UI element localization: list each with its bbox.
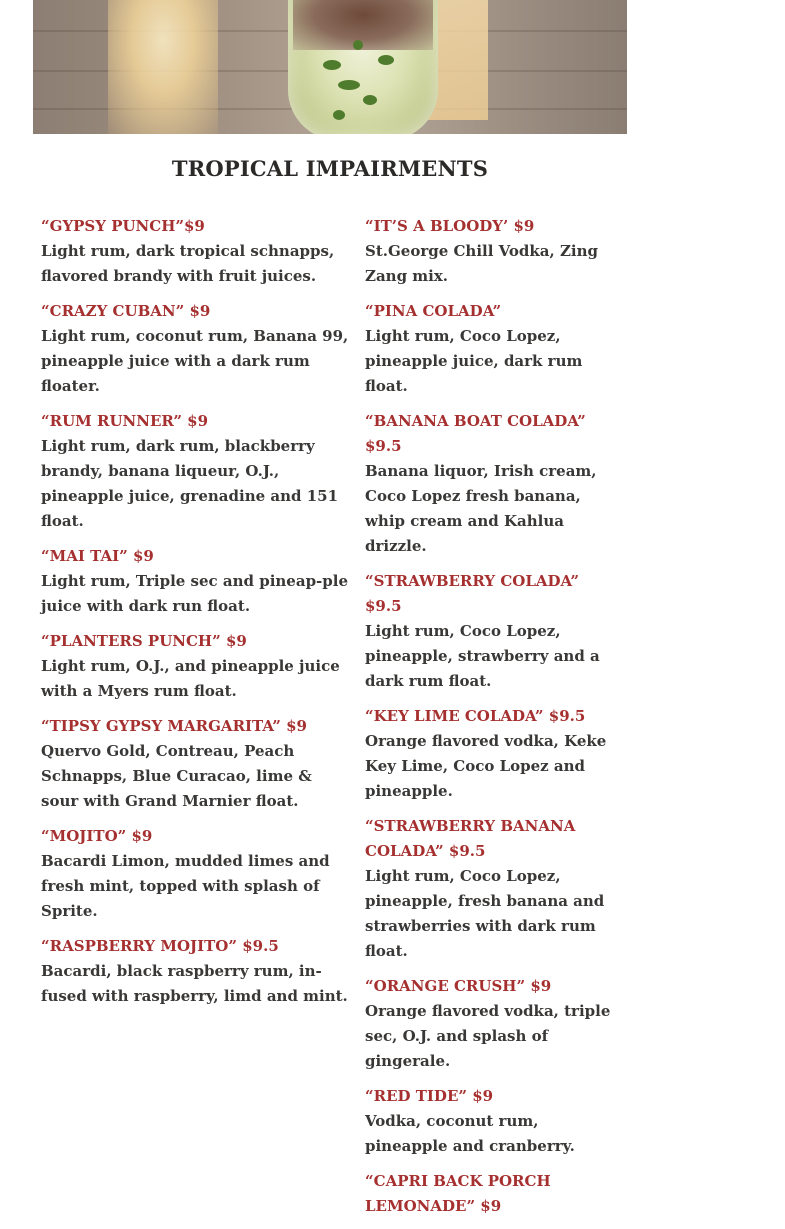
menu-item-description: Light rum, dark tropical schnapps, flavored brandy with fruit juices. xyxy=(41,242,335,285)
menu-item-name: “RASPBERRY MOJITO” $9.5 xyxy=(41,937,279,955)
menu-item-description: Light rum, Triple sec and pineap-ple juice with dark run float. xyxy=(41,572,349,615)
section-title: TROPICAL IMPAIRMENTS xyxy=(171,156,489,181)
menu-item xyxy=(41,714,353,814)
menu-item xyxy=(365,409,615,559)
menu-item xyxy=(365,214,615,289)
menu-item xyxy=(365,974,615,1074)
menu-item-description: Light rum, O.J., and pineapple juice with a Myers rum float. xyxy=(41,657,340,700)
menu-item-name: “ORANGE CRUSH” $9 xyxy=(365,977,552,995)
menu-item-description: Vodka, coconut rum, pineapple and cranberry. xyxy=(365,1112,575,1155)
menu-item-name: “MAI TAI” $9 xyxy=(41,547,154,565)
menu-item-name: “RED TIDE” $9 xyxy=(365,1087,494,1105)
menu-item xyxy=(41,544,353,619)
menu-item-name: “STRAWBERRY COLADA” $9.5 xyxy=(365,572,580,615)
menu-item xyxy=(365,704,615,804)
menu-item xyxy=(41,299,353,399)
menu-item-name: “CAPRI BACK PORCH LEMONADE” $9 xyxy=(365,1172,551,1215)
menu-item-name: “PLANTERS PUNCH” $9 xyxy=(41,632,247,650)
menu-item-name: “GYPSY PUNCH”$9 xyxy=(41,217,205,235)
candle-glow xyxy=(108,0,218,134)
menu-item-name: “TIPSY GYPSY MARGARITA” $9 xyxy=(41,717,307,735)
menu-column-right xyxy=(365,214,615,1229)
menu-item-name: “KEY LIME COLADA” $9.5 xyxy=(365,707,586,725)
menu-item-description: Light rum, dark rum, blackberry brandy, banana liqueur, O.J., pineapple juice, grenadine and 151 float. xyxy=(41,437,339,530)
menu-item-description: Light rum, Coco Lopez, pineapple, strawberry and a dark rum float. xyxy=(365,622,600,690)
menu-item-description: Orange flavored vodka, Keke Key Lime, Coco Lopez and pineapple. xyxy=(365,732,607,800)
menu-item-name: “STRAWBERRY BANANA COLADA” $9.5 xyxy=(365,817,576,860)
menu-item xyxy=(41,934,353,1009)
menu-item xyxy=(365,1169,615,1219)
menu-item-name: “PINA COLADA” xyxy=(365,302,502,320)
menu-item-description: Orange flavored vodka, triple sec, O.J. and splash of gingerale. xyxy=(365,1002,611,1070)
menu-item-name: “RUM RUNNER” $9 xyxy=(41,412,209,430)
menu-item xyxy=(41,409,353,534)
menu-item-description: St.George Chill Vodka, Zing Zang mix. xyxy=(365,242,599,285)
menu-item-description: Light rum, Coco Lopez, pineapple juice, dark rum float. xyxy=(365,327,583,395)
menu-item-name: “MOJITO” $9 xyxy=(41,827,153,845)
menu-column-left xyxy=(41,214,353,1019)
menu-item xyxy=(365,1084,615,1159)
menu-item-description: Light rum, Coco Lopez, pineapple, fresh banana and strawberries with dark rum float. xyxy=(365,867,605,960)
menu-item-description: Banana liquor, Irish cream, Coco Lopez fresh banana, whip cream and Kahlua drizzle. xyxy=(365,462,597,555)
menu-item-description: Quervo Gold, Contreau, Peach Schnapps, Blue Curacao, lime & sour with Grand Marnier float. xyxy=(41,742,312,810)
cocktail-photo xyxy=(33,0,627,134)
menu-item xyxy=(41,629,353,704)
menu-item-name: “BANANA BOAT COLADA” $9.5 xyxy=(365,412,586,455)
menu-item-description: Bacardi, black raspberry rum, in-fused with raspberry, limd and mint. xyxy=(41,962,348,1005)
menu-item-name: “CRAZY CUBAN” $9 xyxy=(41,302,211,320)
menu-item xyxy=(41,824,353,924)
menu-item xyxy=(365,569,615,694)
drink-top xyxy=(293,0,433,50)
menu-item xyxy=(365,814,615,964)
menu-item xyxy=(41,214,353,289)
menu-item-description: Bacardi Limon, mudded limes and fresh mint, topped with splash of Sprite. xyxy=(41,852,330,920)
menu-item xyxy=(365,299,615,399)
menu-item-description: Light rum, coconut rum, Banana 99, pineapple juice with a dark rum floater. xyxy=(41,327,349,395)
menu-item-name: “IT’S A BLOODY’ $9 xyxy=(365,217,535,235)
